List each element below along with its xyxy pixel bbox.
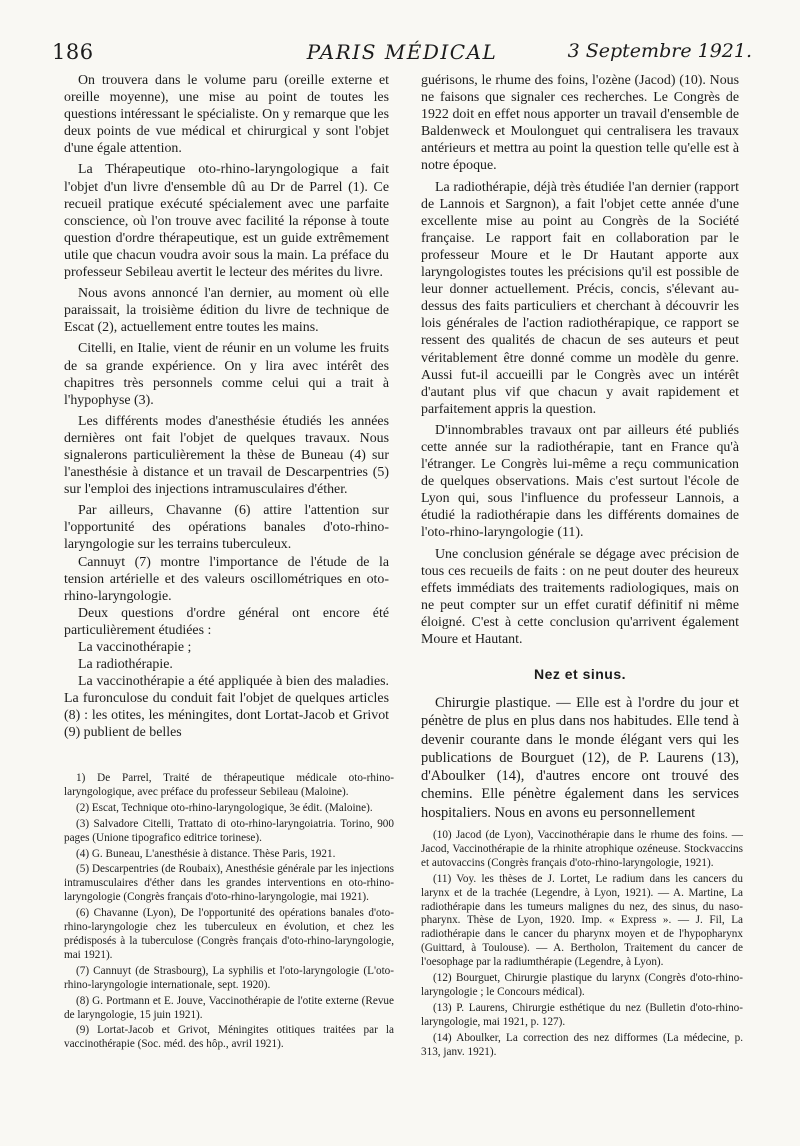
footnote: (8) G. Portmann et E. Jouve, Vaccinothérapie de l'otite externe (Revue de laryngologie, 15 juin 1921). — [64, 994, 394, 1021]
paragraph: La vaccinothérapie a été appliquée à bien des maladies. La furonculose du conduit fait l'objet de quelques articles (8) : les otites, les méningites, dont Lortat-Jacob et Grivot (9) publient de belles — [64, 674, 389, 741]
paragraph: Chirurgie plastique. — Elle est à l'ordre du jour et pénètre de plus en plus dans nos habitudes. Elle tend à devenir courante dans le monde élégant vers qui les publications de Bourguet (12), de P. Laurens (13), d'Aboulker (14), d'autres encore ont trouvé des chemins. Elle pénètre également dans les services hospitaliers. Nous en avons eu personnellement — [421, 695, 739, 821]
paragraph: Une conclusion générale se dégage avec précision de tous ces recueils de faits : on ne peut douter des heureux effets immédiats des traitements radiologiques, mais on ne peut compter sur un effet curatif définitif ni même éloigné. C'est à cette conclusion qu'arrivent également Moure et Hautant. — [421, 546, 739, 647]
page-header — [52, 40, 752, 68]
left-column — [64, 72, 389, 742]
paragraph: Deux questions d'ordre général ont encore été particulièrement étudiées : — [64, 605, 389, 638]
paragraph: D'innombrables travaux ont par ailleurs été publiés cette année sur la radiothérapie, tant en France qu'à l'étranger. Le Congrès lui-même a reçu communication de quelques observations. Mais c'est surtout l'école de Lyon qui, sous l'influence du professeur Lannois, a étudié la radiothérapie dans les différents domaines de l'oto-rhino-laryngologie (11). — [421, 422, 739, 541]
list-item: La vaccinothérapie ; — [78, 640, 192, 655]
journal-title: PARIS MÉDICAL — [306, 40, 498, 64]
paragraph: Les différents modes d'anesthésie étudiés les années dernières ont fait l'objet de quelques travaux. Nous signalerons particulièrement la thèse de Buneau (4) sur l'anesthésie à distance et un travail de Descarpentries (5) sur l'emploi des injections intramusculaires d'éther. — [64, 413, 389, 498]
footnote: (11) Voy. les thèses de J. Lortet, Le radium dans les cancers du larynx et de la trachée (Legendre, à Lyon, 1921). — A. Martine, La radiothérapie dans les tumeurs malignes du nez, des sinus, du naso-pharynx. Thèse de Lyon, 1920. Imp. « Express ». — J. Fil, La radiothérapie dans le cancer du pharynx moyen et de l'hypopharynx (Guittard, à Toulouse). — A. Bertholon, Traitement du cancer de l'oesophage par la radiumthérapie (Legendre, à Lyon). — [421, 872, 743, 969]
footnote: (9) Lortat-Jacob et Grivot, Méningites otitiques traitées par la vaccinothérapie (Soc. méd. des hôp., avril 1921). — [64, 1024, 394, 1051]
footnote: (10) Jacod (de Lyon), Vaccinothérapie dans le rhume des foins. — Jacod, Vaccinothérapie de la rhinite atrophique ozéneuse. Stockvaccins et autovaccins (Congrès français d'oto-rhino-laryngologie, 1921). — [421, 829, 743, 869]
footnote: (13) P. Laurens, Chirurgie esthétique du nez (Bulletin d'oto-rhino-laryngologie, mai 1921, p. 127). — [421, 1001, 743, 1028]
footnote: (6) Chavanne (Lyon), De l'opportunité des opérations banales d'oto-rhino-laryngologie chez les tuberculeux en évolution, et chez les prédisposés à la tuberculose (Congrès français d'oto-rhino-laryngologie, mai 1921). — [64, 907, 394, 961]
paragraph: Citelli, en Italie, vient de réunir en un volume les fruits de sa grande expérience. On y lira avec intérêt des chapitres très personnels comme celui qui a trait à l'hypophyse (3). — [64, 341, 389, 408]
paragraph: Nous avons annoncé l'an dernier, au moment où elle paraissait, la troisième édition du livre de technique de Escat (2), actuellement entre toutes les mains. — [64, 286, 389, 336]
issue-date: 3 Septembre 1921. — [567, 40, 752, 62]
right-column-body — [421, 72, 739, 648]
left-column-body — [64, 72, 389, 742]
paragraph: On trouvera dans le volume paru (oreille externe et oreille moyenne), une mise au point de toutes les questions intéressant le spécialiste. On y remarque que les deux points de vue médical et chirurgical y sont l'objet d'une égale attention. — [64, 73, 389, 157]
section-body-text — [421, 694, 739, 822]
paragraph: La Thérapeutique oto-rhino-laryngologique a fait l'objet d'un livre d'ensemble dû au Dr de Parrel (1). Ce recueil pratique exécuté spécialement avec une parfaite conscience, où l'on trouve avec facilité la réponse à toute question d'ordre thérapeutique, est un guide extrêmement utile que chacun voudra avoir sous la main. La préface du professeur Sebileau avertit le lecteur des mérites du livre. — [64, 162, 389, 281]
footnote: (3) Salvadore Citelli, Trattato di oto-rhino-laryngoiatria. Torino, 900 pages (Unione tipografico editrice torinese). — [64, 817, 394, 844]
footnote: (4) G. Buneau, L'anesthésie à distance. Thèse Paris, 1921. — [76, 847, 336, 860]
footnote: (2) Escat, Technique oto-rhino-laryngologique, 3e édit. (Maloine). — [76, 801, 373, 814]
footnote: (12) Bourguet, Chirurgie plastique du larynx (Congrès d'oto-rhino-laryngologie ; le Concours médical). — [421, 972, 743, 998]
right-column — [421, 72, 739, 648]
left-footnotes — [64, 772, 394, 1054]
footnote: (5) Descarpentries (de Roubaix), Anesthésie générale par les injections intramusculaires d'éther dans les grandes interventions en oto-rhino-laryngologie (Congrès français d'oto-rhino-laryngologie, mai 1921). — [64, 863, 394, 904]
section-body — [421, 694, 739, 822]
page-number: 186 — [52, 40, 94, 64]
footnote: 1) De Parrel, Traité de thérapeutique médicale oto-rhino-laryngologique, avec préface du professeur Sebileau (Maloine). — [64, 772, 394, 798]
section-heading: Nez et sinus. — [533, 666, 627, 682]
right-footnotes — [421, 829, 743, 1062]
footnote: (14) Aboulker, La correction des nez difformes (La médecine, p. 313, janv. 1921). — [421, 1031, 743, 1058]
paragraph: Par ailleurs, Chavanne (6) attire l'attention sur l'opportunité des opérations banales d'oto-rhino-laryngologie sur les terrains tuberculeux. — [64, 503, 389, 553]
paragraph: guérisons, le rhume des foins, l'ozène (Jacod) (10). Nous ne faisons que signaler ces recherches. Le Congrès de 1922 doit en effet nous apporter un travail d'ensemble de Baldenweck et Moulonguet qui centralisera les travaux antérieurs et mettra au point la question telle qu'elle est à notre époque. — [421, 73, 739, 174]
paragraph: La radiothérapie, déjà très étudiée l'an dernier (rapport de Lannois et Sargnon), a fait l'objet cette année d'une excellente mise au point au Congrès de la Société française. Le rapport fait en collaboration par le professeur Moure et le Dr Hautant apporte aux laryngologistes toutes les précisions qu'il est possible de leur donner actuellement. Précis, concis, s'élevant au-dessus des faits particuliers et cherchant à découvrir les lois générales de l'action radiothérapique, ce rapport se ressent des qualités de chacun de ses auteurs et peut véritablement être donné comme un modèle du genre. Aussi fut-il accueilli par le Congrès avec un intérêt d'autant plus vif que chacun y avait rapidement et parfaitement appris la question. — [421, 179, 739, 417]
paragraph: Cannuyt (7) montre l'importance de l'étude de la tension artérielle et des valeurs oscillométriques en oto-rhino-laryngologie. — [64, 554, 389, 604]
footnote: (7) Cannuyt (de Strasbourg), La syphilis et l'oto-laryngologie (L'oto-rhino-laryngologie internationale, sept. 1920). — [64, 964, 394, 991]
list-item: La radiothérapie. — [78, 657, 173, 673]
